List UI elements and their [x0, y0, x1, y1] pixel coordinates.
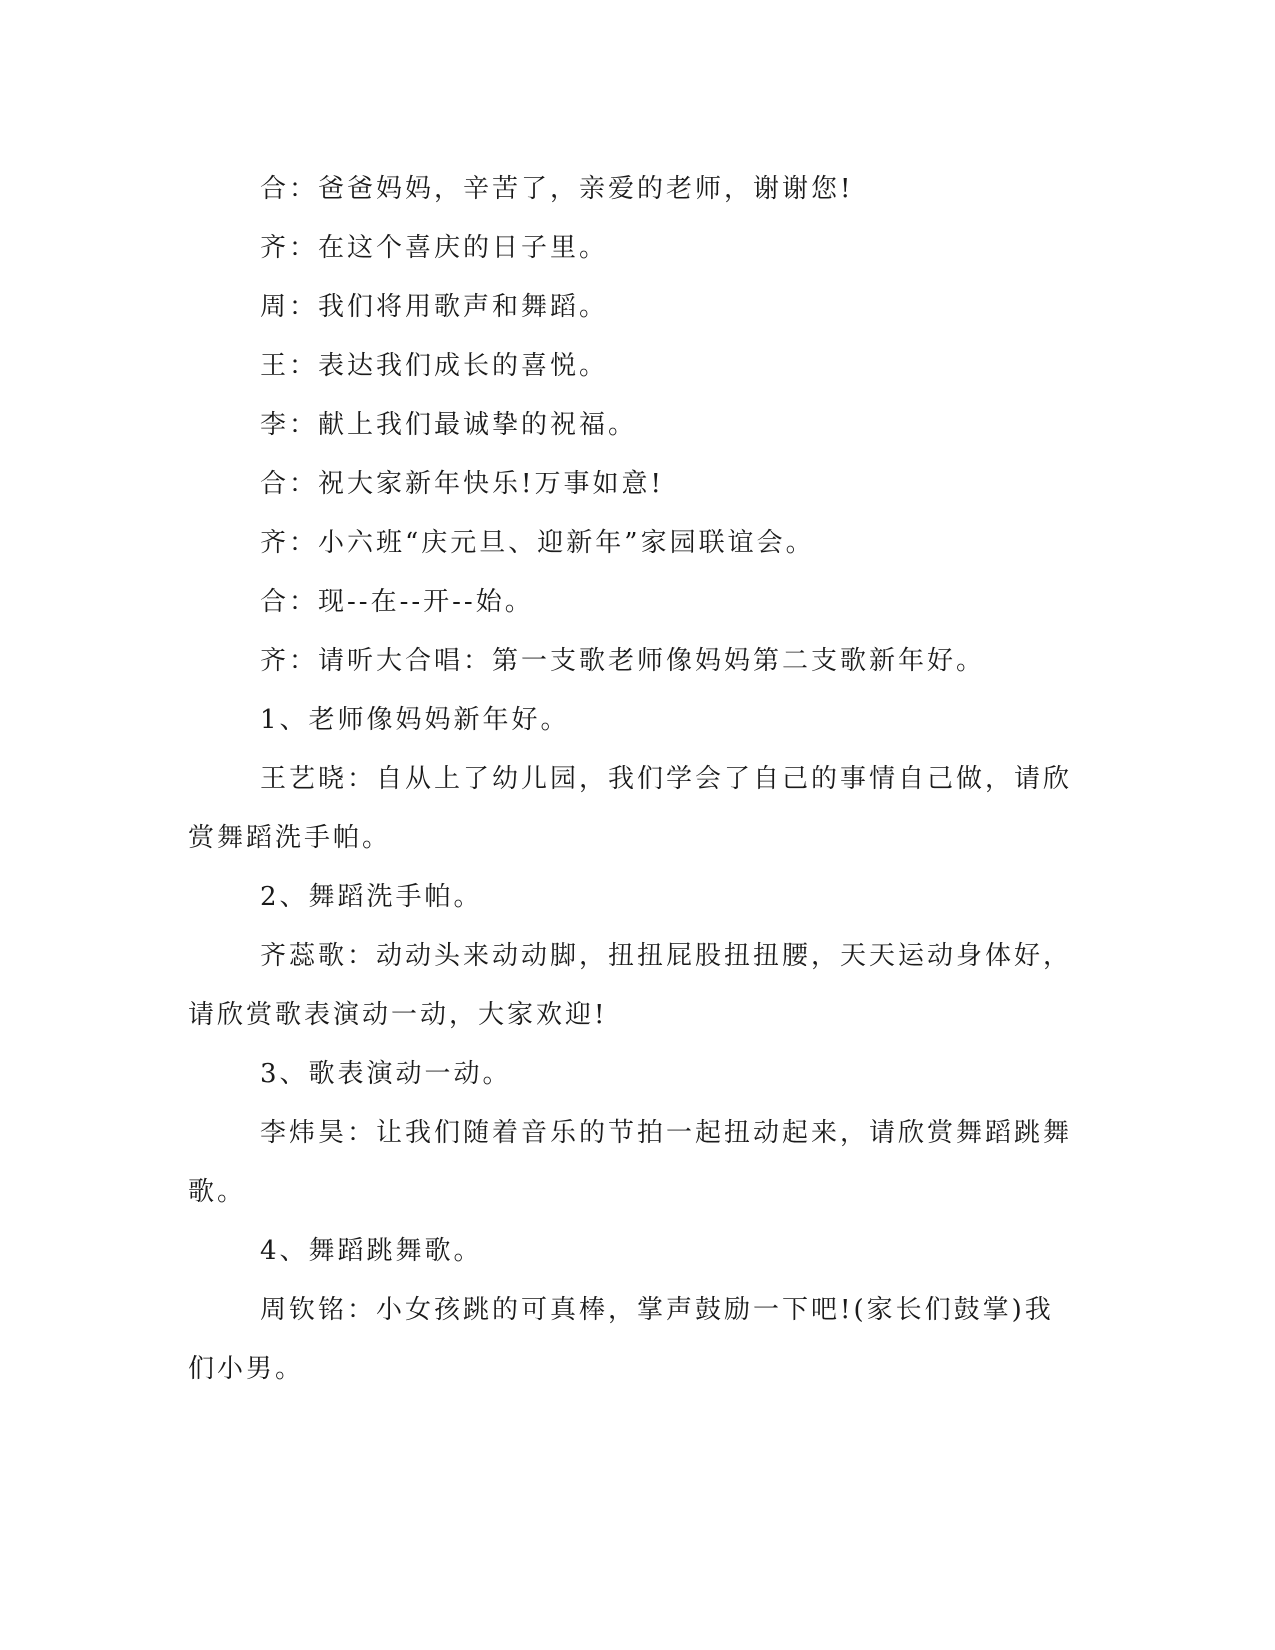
paragraph-17: 周钦铭：小女孩跳的可真棒，掌声鼓励一下吧!(家长们鼓掌)我们小男。 — [188, 1295, 1054, 1384]
paragraph-16: 4、舞蹈跳舞歌。 — [260, 1236, 483, 1266]
paragraph-6: 合：祝大家新年快乐!万事如意! — [260, 469, 664, 499]
paragraph-12: 2、舞蹈洗手帕。 — [260, 882, 483, 912]
document-body — [188, 160, 1078, 1399]
paragraph-3: 周：我们将用歌声和舞蹈。 — [260, 292, 609, 322]
paragraph-13: 齐蕊歌：动动头来动动脚，扭扭屁股扭扭腰，天天运动身体好，请欣赏歌表演动一动，大家欢迎! — [188, 941, 1073, 1030]
paragraph-10: 1、老师像妈妈新年好。 — [260, 705, 570, 735]
paragraph-5: 李：献上我们最诚挚的祝福。 — [260, 410, 638, 440]
paragraph-14: 3、歌表演动一动。 — [260, 1059, 512, 1089]
paragraph-11: 王艺晓：自从上了幼儿园，我们学会了自己的事情自己做，请欣赏舞蹈洗手帕。 — [188, 764, 1073, 853]
paragraph-4: 王：表达我们成长的喜悦。 — [260, 351, 609, 381]
paragraph-15: 李炜昊：让我们随着音乐的节拍一起扭动起来，请欣赏舞蹈跳舞歌。 — [188, 1118, 1073, 1207]
paragraph-8: 合：现--在--开--始。 — [260, 587, 534, 617]
paragraph-2: 齐：在这个喜庆的日子里。 — [260, 233, 609, 263]
paragraph-1: 合：爸爸妈妈，辛苦了，亲爱的老师，谢谢您! — [260, 174, 854, 204]
paragraph-7: 齐：小六班“庆元旦、迎新年”家园联谊会。 — [260, 528, 815, 558]
paragraph-9: 齐：请听大合唱：第一支歌老师像妈妈第二支歌新年好。 — [260, 646, 986, 676]
